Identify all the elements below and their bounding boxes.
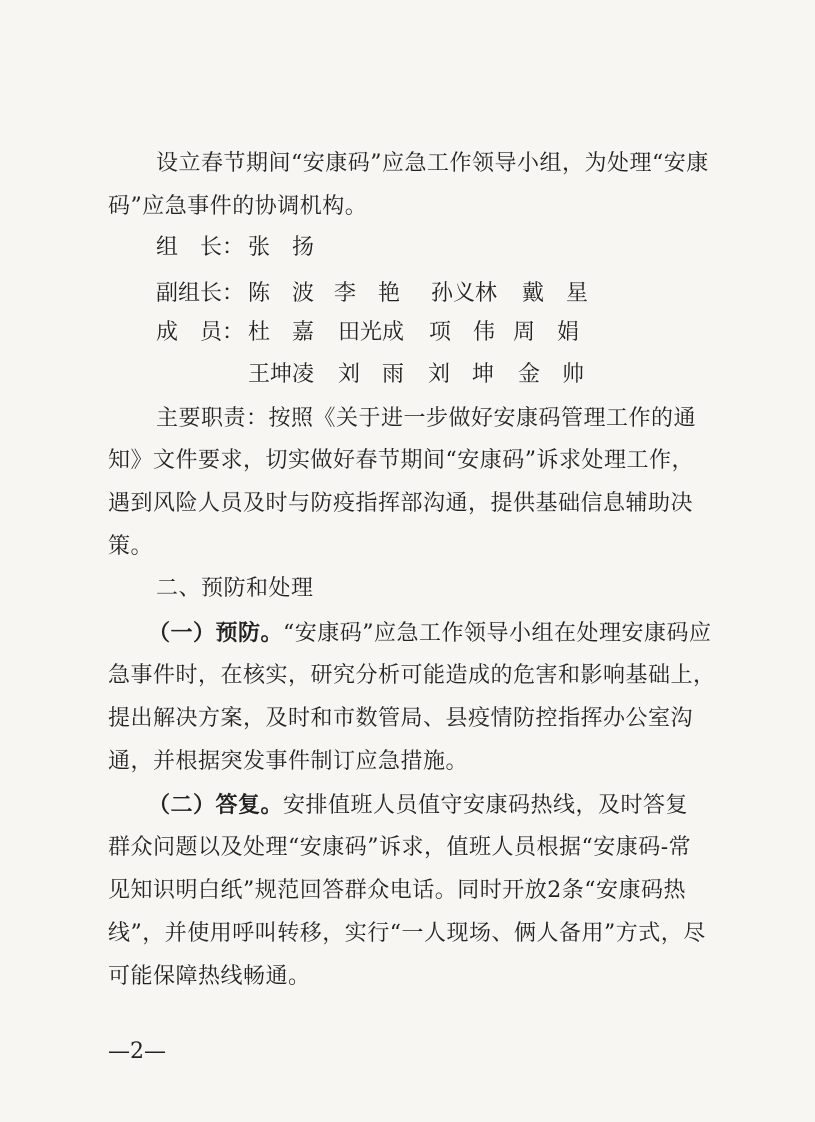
- reply-line-5: 可能保障热线畅通。: [108, 964, 311, 989]
- duty-line-3: 遇到风险人员及时与防疫指挥部沟通，提供基础信息辅助决: [108, 491, 694, 516]
- duty-line-4: 策。: [108, 534, 154, 559]
- deputy-label: 副组长：: [156, 281, 245, 306]
- member-name: 周 娟: [513, 320, 580, 345]
- duty-line-1: 主要职责：按照《关于进一步做好安康码管理工作的通: [156, 406, 697, 431]
- deputy-name: 陈 波: [248, 281, 315, 306]
- reply-line-3: 见知识明白纸”规范回答群众电话。同时开放2条“安康码热: [108, 878, 686, 903]
- section-heading: 二、预防和处理: [156, 576, 314, 601]
- reply-line-2: 群众问题以及处理“安康码”诉求，值班人员根据“安康码-常: [108, 835, 692, 860]
- deputy-name: 李 艳: [334, 281, 401, 306]
- deputy-name: 孙义林: [431, 281, 498, 306]
- intro-line-1: 设立春节期间“安康码”应急工作领导小组，为处理“安康: [156, 151, 709, 176]
- member-name: 王坤凌: [248, 362, 315, 387]
- deputy-row: [156, 280, 716, 308]
- deputy-name: 戴 星: [522, 281, 589, 306]
- reply-line-1: [148, 791, 758, 820]
- leader-name: 张 扬: [248, 235, 315, 260]
- member-row-2: [248, 361, 718, 389]
- prevent-line-3: 提出解决方案，及时和市数管局、县疫情防控指挥办公室沟: [108, 706, 694, 731]
- member-name: 杜 嘉: [248, 320, 315, 345]
- member-name: 刘 雨: [338, 362, 405, 387]
- prevent-line-2: 急事件时，在核实，研究分析可能造成的危害和影响基础上，: [108, 663, 716, 688]
- member-name: 刘 坤: [428, 362, 495, 387]
- leader-label: 组 长：: [156, 235, 245, 260]
- intro-line-2: 码”应急事件的协调机构。: [108, 194, 368, 219]
- member-name: 金 帅: [518, 362, 585, 387]
- reply-label: （二）答复。: [148, 792, 284, 818]
- prevent-text: “安康码”应急工作领导小组在处理安康码应: [283, 621, 712, 646]
- member-name: 田光成: [338, 320, 405, 345]
- leader-row: [156, 234, 716, 262]
- member-name: 项 伟: [429, 320, 496, 345]
- member-label: 成 员：: [156, 320, 245, 345]
- prevent-line-1: [148, 619, 758, 648]
- duty-line-2: 知》文件要求，切实做好春节期间“安康码”诉求处理工作，: [108, 448, 694, 473]
- reply-text: 安排值班人员值守安康码热线，及时答复: [283, 793, 689, 818]
- member-row-1: [156, 319, 716, 347]
- page-number: —2—: [108, 1039, 166, 1064]
- prevent-label: （一）预防。: [148, 620, 284, 646]
- prevent-line-4: 通，并根据突发事件制订应急措施。: [108, 749, 469, 774]
- reply-line-4: 线”，并使用呼叫转移，实行“一人现场、俩人备用”方式，尽: [108, 921, 706, 946]
